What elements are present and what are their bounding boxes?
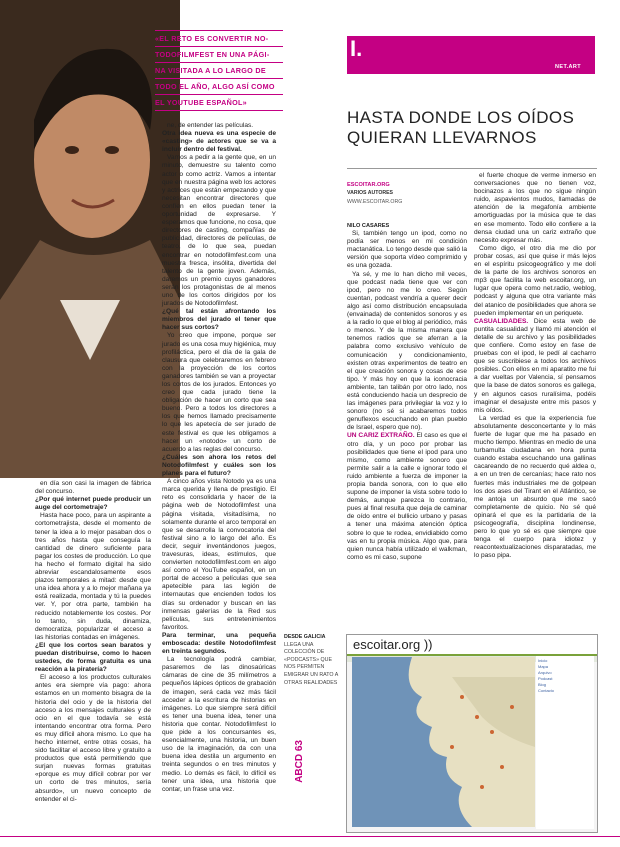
sidebar-link[interactable]: Arquivo [538, 670, 552, 675]
paragraph: Como digo, el otro día me dio por probar cosas, así que quise ir más lejos en el espíritu psicogeográfico y me dolí de la parte de los archivos sonoros en mp3 que facilita la web escoitar.org, un lugar que opera como net.radio, weblog, podcast y alguna que otra variante más del atanico de posibilidades que ahora se pueden implementar en un periquete. [474, 244, 596, 317]
caption-head: DESDE GALICIA [284, 634, 326, 640]
article-title-line: QUIERAN LLEVARNOS [347, 128, 537, 147]
portrait-photo [0, 0, 180, 478]
sidebar-link[interactable]: Contacto [538, 688, 555, 693]
section-letter: I. [350, 36, 363, 61]
divider [347, 168, 597, 169]
paragraph: Ya sé, y me lo han dicho mil veces, que podcast nada tiene que ver con ipod, pero no me lo creo. Según cuentan, podcast vendría a querer decir algo así como distribución encapsulada (envainada) de contenidos sonoros y es a la radio lo que el blog al periódico, más o menos. Y de la misma manera que tenemos radios que se aferran a la palabra como exclusivo vehículo de comunicación y condicionamiento, existen otras experimentos de teatro en el que creación sonora y cosas de ese tipo. Y más hoy en que la iconocracia ambiente, tan talibán por otro lado, nos está conduciendo hacia un desprecio de las imágenes para privilegiar la voz y lo sonoro (no sé si acabaremos todos genuflexos escuchando en plan pueblo de Israel, espero que no). [347, 270, 467, 432]
paragraph: La tecnología podrá cambiar, pasaremos de las dinosaúricas cámaras de cine de 35 milímetros a pequeños lápices ópticos de grabación de imagen, será cada vez más fácil acceder a la escritura de historias en imágenes. Lo que siempre será difícil es tener una buena idea, tener una historia que contar. Notodofilmfest lo que pide a los concursantes es, esencialmente, una historia, un buen uso de la imaginación, da con una buena idea destila un argumento en treinta segundos o en tres minutos y medio. Lo demás es fácil, lo difícil es tener una idea, una historia que contar, un frase una vez. [162, 656, 277, 793]
paragraph: Yo creo que impone, porque ser jurado es una cosa muy higiénica, muy profiláctica, pero el día de la gala de clausura que celebraremos en febrero con la proyección de los cortos ganadores también se van a proyectar los cortos de los jurados. Entonces yo creo que cada jurado tiene la obligación de hacer un corto que sea bueno. Pero a todos los directores a los que hemos llamado precisamente lo que les apetecía de ser jurado de este festival es que les obligamos a hacer un «notodo» un corto de acuerdo a las reglas del concurso. [162, 332, 276, 453]
paragraph: Dice esta web de puntita casualidad y llamó mi atención el detalle de su archivo y las posibilidades que confiere. Como estoy en fase de pruebas con el ipod, le pedí al cacharro que se suscribiese a todos los archivos posibles. Con ellos en mi aparatito me fui a dar vueltas por Valencia, sí pensamos que la base de datos sonoros es gallega, y en algunos casos ruralísima, podéis imaginar el desajuste entre mis pasos y mis oídos. [474, 317, 596, 414]
question: Otra idea nueva es una especie de «casting» de actores que se va a incluir dentro del festival. [162, 130, 276, 154]
article-title-line: HASTA DONDE LOS OÍDOS [347, 108, 575, 127]
interview-column-middle [162, 122, 276, 794]
pull-quote-line: «EL RETO ES CONVERTIR NO- [155, 34, 269, 43]
caption-body: LLEGA UNA COLECCIÓN DE «PODCASTS» QUE NOS PERMITEN EMIGRAR UN RATO A OTRAS REALIDADES [284, 641, 338, 686]
pull-quote-line: NA VISITADA A LO LARGO DE [155, 66, 266, 75]
question: ¿Cuáles son ahora los retos del Notodofilmfest y cuáles son los planes para el futuro? [162, 453, 276, 478]
pull-quote-line: TODO EL AÑO, ALGO ASÍ COMO [155, 82, 275, 91]
subhead: UN CARIZ EXTRAÑO. [347, 432, 415, 440]
pull-quote-line: TODOFILMFEST EN UNA PÁGI- [155, 50, 270, 59]
galicia-map [352, 657, 535, 827]
screenshot-sidebar [536, 656, 594, 829]
site-url: WWW.ESCOITAR.ORG [347, 199, 403, 205]
interview-column-left [35, 480, 151, 804]
pull-quote [155, 30, 283, 111]
paragraph: El caso es que el otro día, y un poco por probar las posibilidades que tiene el ipod para uno mismo, como ambiente sonoro que permite salir a la calle e ignorar todo el ruido ambiente a fuerza de imponer la propia banda sonora, con lo que ello supone de imponer la vista sobre todo lo demás, aunque parezca lo contrario, pues al final resulta que deja de caminar de oído entre el bullicio urbano y pasas a tener una máxima atención óptica sobre lo que te rodea, envidiabido como vas en tu propia música. Algo que, para quien nunca había utilizado el walkman, como es mi caso, supone [347, 432, 468, 561]
screenshot-site-title: escoitar.org )) [347, 635, 597, 656]
article-column-1 [347, 222, 467, 562]
question: Para terminar, una pequeña emboscada: destile Notodofilmfest en treinta segundos. [162, 631, 276, 656]
paragraph: en día son casi la imagen de fábrica del concurso. [35, 480, 151, 496]
image-caption [284, 634, 342, 687]
portrait-illustration [0, 0, 180, 478]
sidebar-link[interactable]: Inicio [538, 658, 548, 663]
paragraph: El acceso a los productos culturales antes era siempre vía pago: ahora estamos en un momento bisagra de la historia del ocio y de la historia del acceso a los mensajes culturales y de ocio en el que todavía se está intentando encontrar otra forma. Pero es muy difícil ahora mismo. Lo que ha hecho internet, entre otras cosas, ha sido facilitar el acceso libre y gratuito a productos que está permitiendo que surjan nuevas formas gratuitas «porque es muy difícil cobrar por ver un corto de tres minutos, sería absurdo», un nuevo concepto de entender el ci- [35, 674, 151, 803]
sidebar-link[interactable]: Blog [538, 682, 547, 687]
paragraph: Vamos a pedir a la gente que, en un minuto, demuestre su talento como actor o como actriz. Vamos a intentar que en nuestra página web los actores y actrices que están empezando y que necesitan encontrar directores que confíen en ellos puedan tener la oportunidad de expresarse. Y esperamos que funcione, no cosa, que directores de casting, compañías de publicidad, directores de películas, de teatro, de lo que sea, puedan encontrar en notodofilmfest.com una muestra fresca, insólita, divertida del talento de la gente joven. Además, daremos un premio cuyos ganadores serán los protagonistas de al menos uno de los cortos dirigidos por los jurados de Notodofilmfest. [162, 154, 276, 308]
site-name: ESCOITAR.ORG [347, 182, 390, 188]
question: ¿Qué tal están afrontando los miembros del jurado el tener que hacer sus cortos? [162, 308, 276, 332]
paragraph: Si, también tengo un ipod, como no podía ser menos en mi condición mactanática. Lo tengo desde que salió la versión que soporta vídeo comprimido y es una gozada. [347, 230, 467, 270]
question: ¿Por qué internet puede producir un auge del cortometraje? [35, 496, 151, 512]
paragraph: el fuerte choque de verme inmerso en conversaciones que no tienen voz, bocinazos a los que no sigue ningún ruido, aspavientos mudos, llamadas de atención de la megafonía ambiente amortiguadas por la música que te das en ese momento. Todo ello confiere a la densa ciudad una un cariz extraño que necesito expresar más. [474, 172, 596, 244]
section-tag: NET.ART [555, 64, 582, 70]
paragraph: Hasta hace poco, para un aspirante a cortometrajista, desde el momento de tener la idea a lo mejor pasaban dos o tres años hasta que conseguía la cantidad de dinero suficiente para pagar los costes de producción. Lo que ha hecho el formato digital ha sido abreviar escandalosamente esos plazos temporales a mitad: desde que una idea ahora y a lo mejor mañana ya está realizada, montada y tú la puedes ver. Y, por otra parte, también ha reducido notablemente los costes. Por lo tanto, sin duda, dinamiza, democratiza, popularizar el acceso a las historias contadas en imágenes. [35, 512, 151, 641]
page-bottom-rule [0, 836, 620, 837]
pull-quote-line: EL YOUTUBE ESPAÑOL» [155, 98, 247, 107]
sidebar-link[interactable]: Mapa [538, 664, 549, 669]
paragraph: ne, de entender las películas. [167, 122, 254, 129]
paragraph: La verdad es que la experiencia fue absolutamente desconcertante y lo más fuerte de lugar que me ha pasado en mucho tiempo. Mientras en medio de una turbamulta ciudadana en hora punta cuando estaba escuchando una gallinas cacareando de no recuerdo qué aldea o, a en un tren de cercanías; hace rato nos fuertes más industriales me de golpean los dos ases del Tirant en el Atlántico, se me antoja un absurdo que me sacó completamente de quicio. No sé qué opinará el que es la partidaria de la psicogeografía, disciplina londinense, pero lo que yo sé es que siempre que tenga el cuerpo para idiotez y reacontextualizaciones disparatadas, me lo paso pipa. [474, 414, 596, 560]
article-column-2 [474, 172, 596, 561]
article-title [347, 108, 597, 148]
question: ¿El que los cortos sean baratos y puedan distribuirse, como lo hacen ustedes, de forma gratuita es una reacción a la piratería? [35, 641, 151, 674]
byline: NILO CASARES [347, 223, 390, 229]
map-image [352, 657, 535, 827]
page-number: ABCD 63 [294, 740, 305, 783]
sidebar-link[interactable]: Podcast [538, 676, 553, 681]
paragraph: A cinco años vista Notodo ya es una marca querida y llena de prestigio. El reto es consolidarla y hacer de la página web de Notodofilmfest una página visitada, visitadísima, no solamente durante el arco temporal en que se desarrolla la convocatoria del festival sino a lo largo del año. Es decir, seguir inventándonos juegos, travesuras, ideas, estímulos, que convierten notodofilmfest.com en algo así como el YouTube español, en un portal de acceso a películas que sea apetecible para las legión de internautas que encienden todos los días su ordenador y buscan en las inmensas galerías de la Red sus películas, sus entretenimientos favoritos. [162, 478, 276, 631]
site-authors: VARIOS AUTORES [347, 190, 394, 196]
subhead: CASUALIDADES. [474, 317, 529, 325]
